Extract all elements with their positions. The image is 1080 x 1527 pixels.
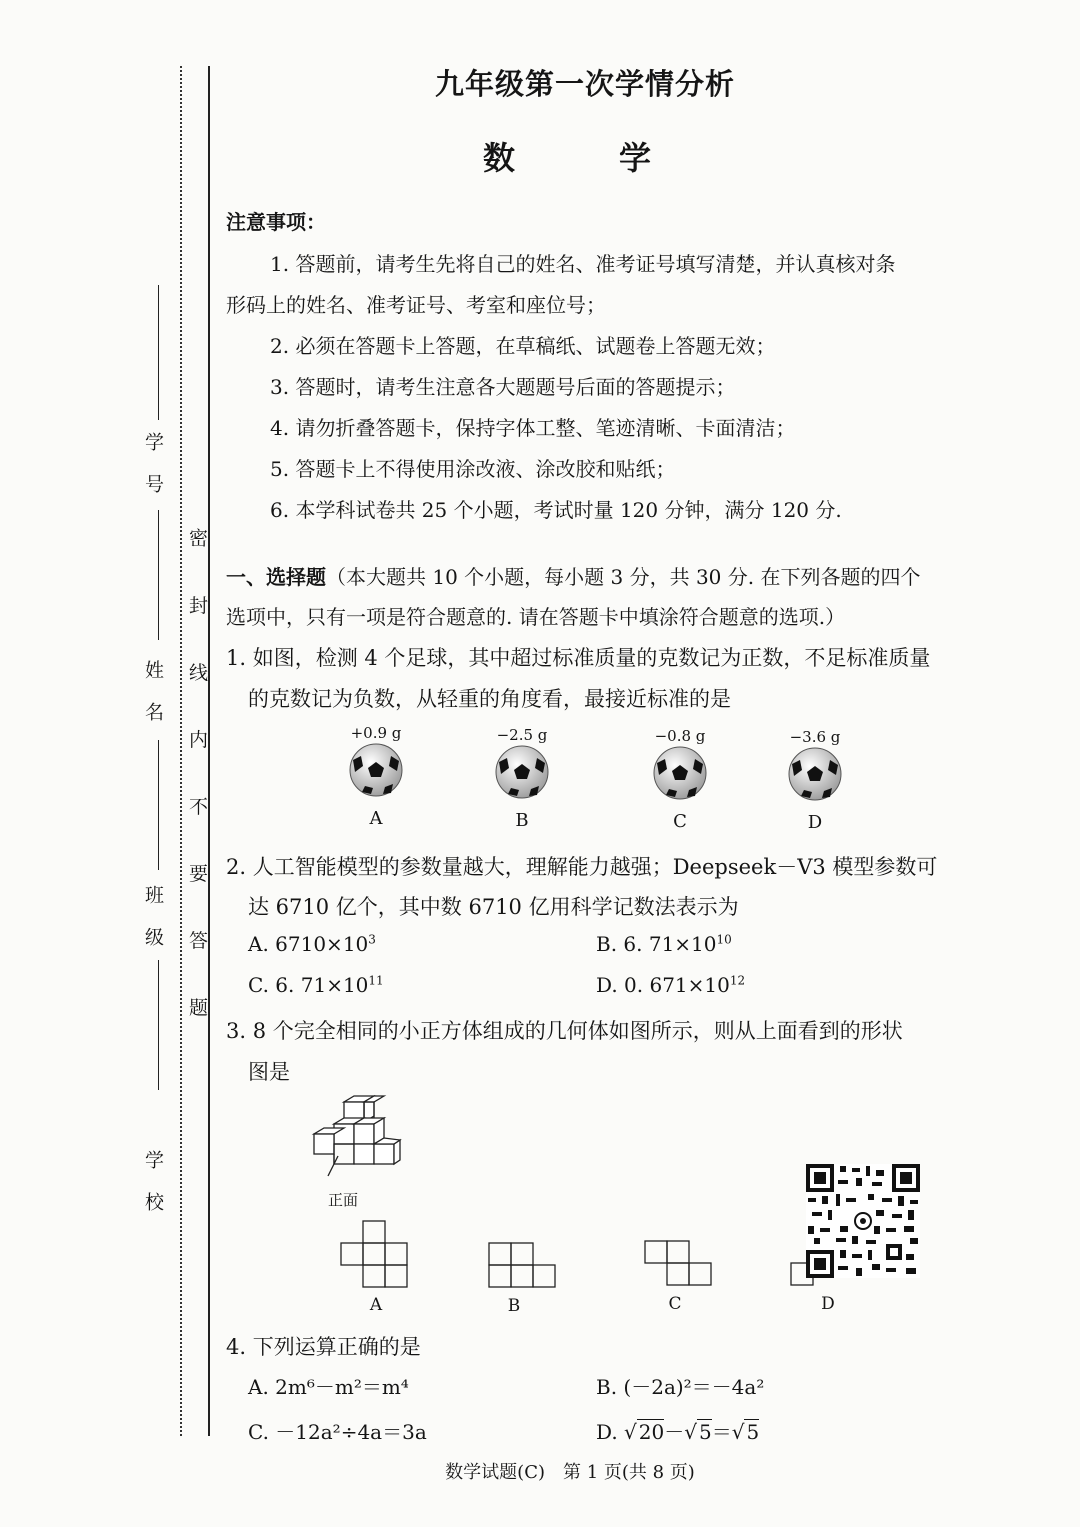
q3-label-b: B	[507, 1296, 521, 1316]
margin-label-xuehao: 学 号	[142, 432, 164, 495]
margin-field-banji	[158, 960, 159, 1090]
notice-line-1: 1. 答题前，请考生先将自己的姓名、准考证号填写清楚，并认真核对条	[270, 252, 896, 276]
margin-label-xuexiao: 学 校	[142, 1150, 164, 1213]
ball-value: +0.9 g	[350, 724, 402, 742]
q3-label-c: C	[668, 1294, 682, 1314]
section1-line1	[226, 561, 920, 590]
q1-ball-a	[316, 724, 436, 829]
margin-field-xuehao-top	[158, 285, 159, 420]
q3-line2: 图是	[248, 1060, 290, 1084]
ball-value: −2.5 g	[496, 726, 548, 744]
q4-line1: 4. 下列运算正确的是	[226, 1335, 421, 1359]
notice-heading: 注意事项：	[226, 210, 326, 234]
q2-option-a-exp: 3	[368, 932, 376, 947]
soccer-ball-icon	[649, 745, 711, 801]
q3-shape-c	[644, 1240, 716, 1288]
seal-line-text: 密 封 线 内 不 要 答 题	[186, 528, 208, 1038]
q1-ball-b	[462, 726, 582, 831]
q2-option-d-exp: 12	[729, 973, 746, 988]
q2-option-a-text: A. 6710×10	[248, 932, 369, 956]
soccer-ball-icon	[491, 744, 553, 800]
notice-line-2: 2. 必须在答题卡上答题，在草稿纸、试题卷上答题无效；	[270, 334, 776, 358]
q2-option-b-text: B. 6. 71×10	[596, 932, 717, 956]
margin-field-xuehao	[158, 510, 159, 640]
q2-option-c-exp: 11	[368, 973, 384, 988]
q2-line1: 2. 人工智能模型的参数量越大，理解能力越强；Deepseek－V3 模型参数可	[226, 855, 938, 879]
q4-option-a: A. 2m⁶－m²＝m⁴	[248, 1375, 409, 1399]
q4-d-radicand-3: 5	[746, 1420, 760, 1444]
ball-letter: C	[673, 811, 687, 832]
q3-shape-a	[340, 1220, 410, 1290]
notice-line-3: 3. 答题时，请考生注意各大题题号后面的答题提示；	[270, 375, 736, 399]
qr-code-icon	[806, 1164, 920, 1278]
cube-solid-figure	[308, 1094, 408, 1194]
q3-shape-b	[488, 1242, 560, 1288]
page-title: 九年级第一次学情分析	[434, 67, 735, 101]
margin-label-banji: 班 级	[142, 885, 164, 948]
q2-option-c	[248, 973, 384, 997]
notice-line-1b: 形码上的姓名、准考证号、考室和座位号；	[226, 293, 606, 317]
ball-value: −3.6 g	[789, 728, 841, 746]
q4-d-prefix: D.	[596, 1420, 625, 1444]
q2-option-a	[248, 932, 376, 956]
q4-d-minus: －	[664, 1420, 685, 1444]
ball-value: −0.8 g	[654, 727, 706, 745]
q4-option-d: D. √ 20－√ 5＝√ 5	[596, 1420, 760, 1444]
ball-letter: B	[515, 810, 529, 831]
q1-ball-c	[620, 727, 740, 832]
subject-title: 数 学	[482, 139, 687, 177]
notice-line-6: 6. 本学科试卷共 25 个小题，考试时量 120 分钟，满分 120 分.	[270, 498, 842, 522]
q4-d-radicand-1: 20	[638, 1420, 665, 1444]
front-label: 正面	[328, 1191, 359, 1209]
q1-line2: 的克数记为负数，从轻重的角度看，最接近标准的是	[248, 687, 731, 711]
q4-d-radicand-2: 5	[699, 1420, 712, 1444]
q2-option-b	[596, 932, 732, 956]
section1-desc1: （本大题共 10 个小题，每小题 3 分，共 30 分. 在下列各题的四个	[326, 565, 921, 589]
page-footer: 数学试题(C) 第 1 页(共 8 页)	[445, 1462, 695, 1483]
margin-field-xingming	[158, 740, 159, 870]
q4-d-equals: ＝	[711, 1420, 732, 1444]
notice-line-5: 5. 答题卡上不得使用涂改液、涂改胶和贴纸；	[270, 457, 676, 481]
notice-line-4: 4. 请勿折叠答题卡，保持字体工整、笔迹清晰、卡面清洁；	[270, 416, 796, 440]
q4-option-c: C. －12a²÷4a＝3a	[248, 1420, 427, 1444]
soccer-ball-icon	[345, 742, 407, 798]
q2-option-b-exp: 10	[716, 932, 732, 947]
binding-dotted-line	[180, 66, 182, 1436]
q2-line2: 达 6710 亿个，其中数 6710 亿用科学记数法表示为	[248, 895, 739, 919]
q2-option-d	[596, 973, 745, 997]
q2-option-d-text: D. 0. 671×10	[596, 973, 730, 997]
soccer-ball-icon	[784, 746, 846, 802]
ball-letter: A	[369, 808, 383, 829]
q1-line1: 1. 如图，检测 4 个足球，其中超过标准质量的克数记为正数，不足标准质量	[226, 646, 931, 670]
section1-heading: 一、选择题	[226, 565, 326, 589]
q3-line1: 3. 8 个完全相同的小正方体组成的几何体如图所示，则从上面看到的形状	[226, 1019, 903, 1043]
q1-ball-d	[755, 728, 875, 833]
q2-option-c-text: C. 6. 71×10	[248, 973, 369, 997]
margin-label-xingming: 姓 名	[142, 660, 164, 723]
section1-desc2: 选项中，只有一项是符合题意的. 请在答题卡中填涂符合题意的选项.）	[226, 605, 846, 629]
q4-option-b: B. (－2a)²＝－4a²	[596, 1375, 765, 1399]
q3-label-d: D	[821, 1294, 835, 1314]
ball-letter: D	[807, 812, 823, 833]
q3-label-a: A	[369, 1295, 383, 1315]
